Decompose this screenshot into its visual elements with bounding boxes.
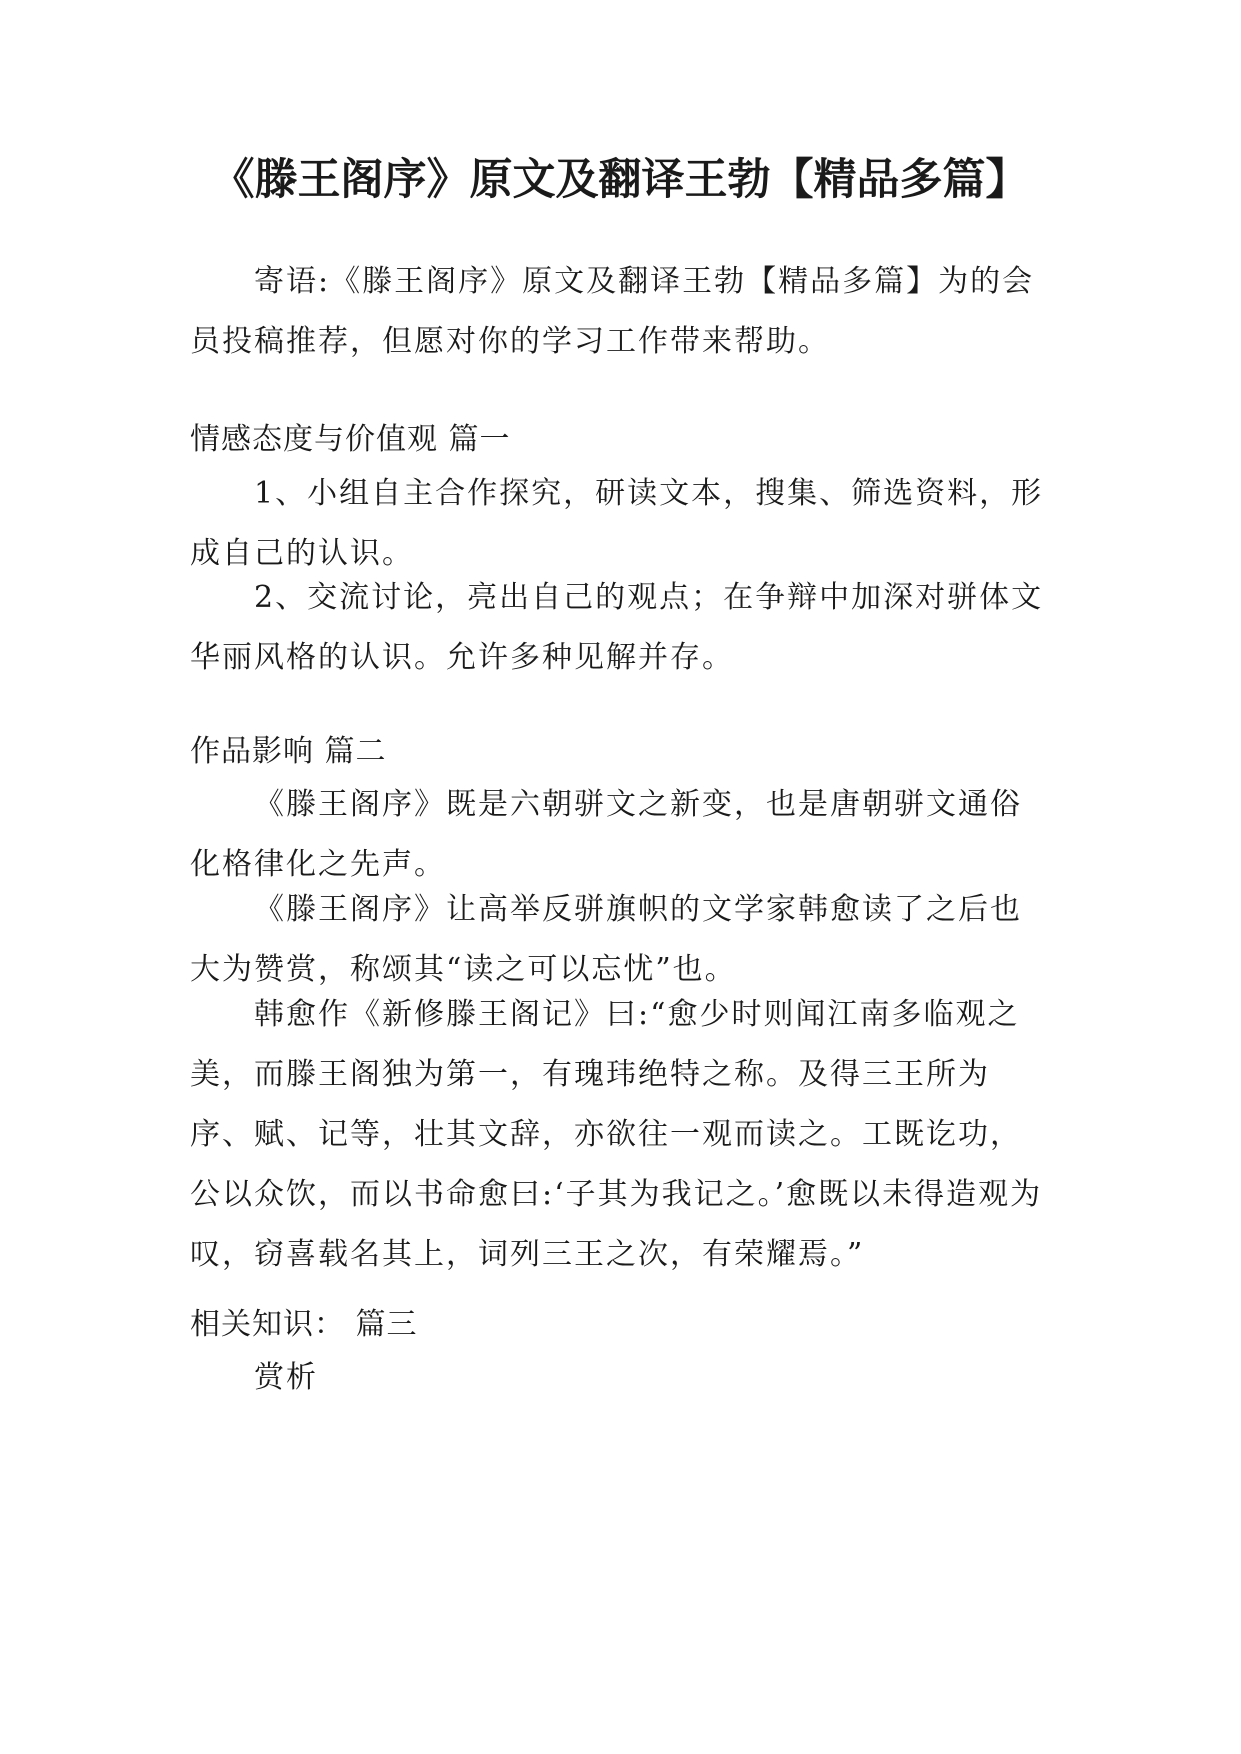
section-1-paragraph-2: 2、交流讨论，亮出自己的观点；在争辩中加深对骈体文华丽风格的认识。允许多种见解并存。 xyxy=(190,580,1044,675)
section-heading-2: 作品影响 篇二 xyxy=(190,734,387,769)
section-2-paragraph-2: 《滕王阁序》让高举反骈旗帜的文学家韩愈读了之后也大为赞赏，称颂其“读之可以忘忧”也。 xyxy=(190,892,1022,987)
section-3-subheading: 赏析 xyxy=(254,1360,318,1395)
document-title: 《滕王阁序》原文及翻译王勃【精品多篇】 xyxy=(211,155,1029,205)
preface-paragraph: 寄语:《滕王阁序》原文及翻译王勃【精品多篇】为的会员投稿推荐，但愿对你的学习工作带来帮助。 xyxy=(190,264,1035,359)
section-2-paragraph-3: 韩愈作《新修滕王阁记》曰:“愈少时则闻江南多临观之美，而滕王阁独为第一，有瑰玮绝特之称。及得三王所为序、赋、记等，壮其文辞，亦欲往一观而读之。工既讫功，公以众饮，而以书命愈曰:‘子其为我记之。’愈既以未得造观为叹，窃喜载名其上，词列三王之次，有荣耀焉。” xyxy=(190,997,1043,1272)
section-2-paragraph-1: 《滕王阁序》既是六朝骈文之新变，也是唐朝骈文通俗化格律化之先声。 xyxy=(190,787,1022,882)
section-1-paragraph-1: 1、小组自主合作探究，研读文本，搜集、筛选资料，形成自己的认识。 xyxy=(190,476,1044,571)
section-heading-1: 情感态度与价值观 篇一 xyxy=(190,422,511,457)
section-heading-3: 相关知识： 篇三 xyxy=(190,1307,418,1342)
